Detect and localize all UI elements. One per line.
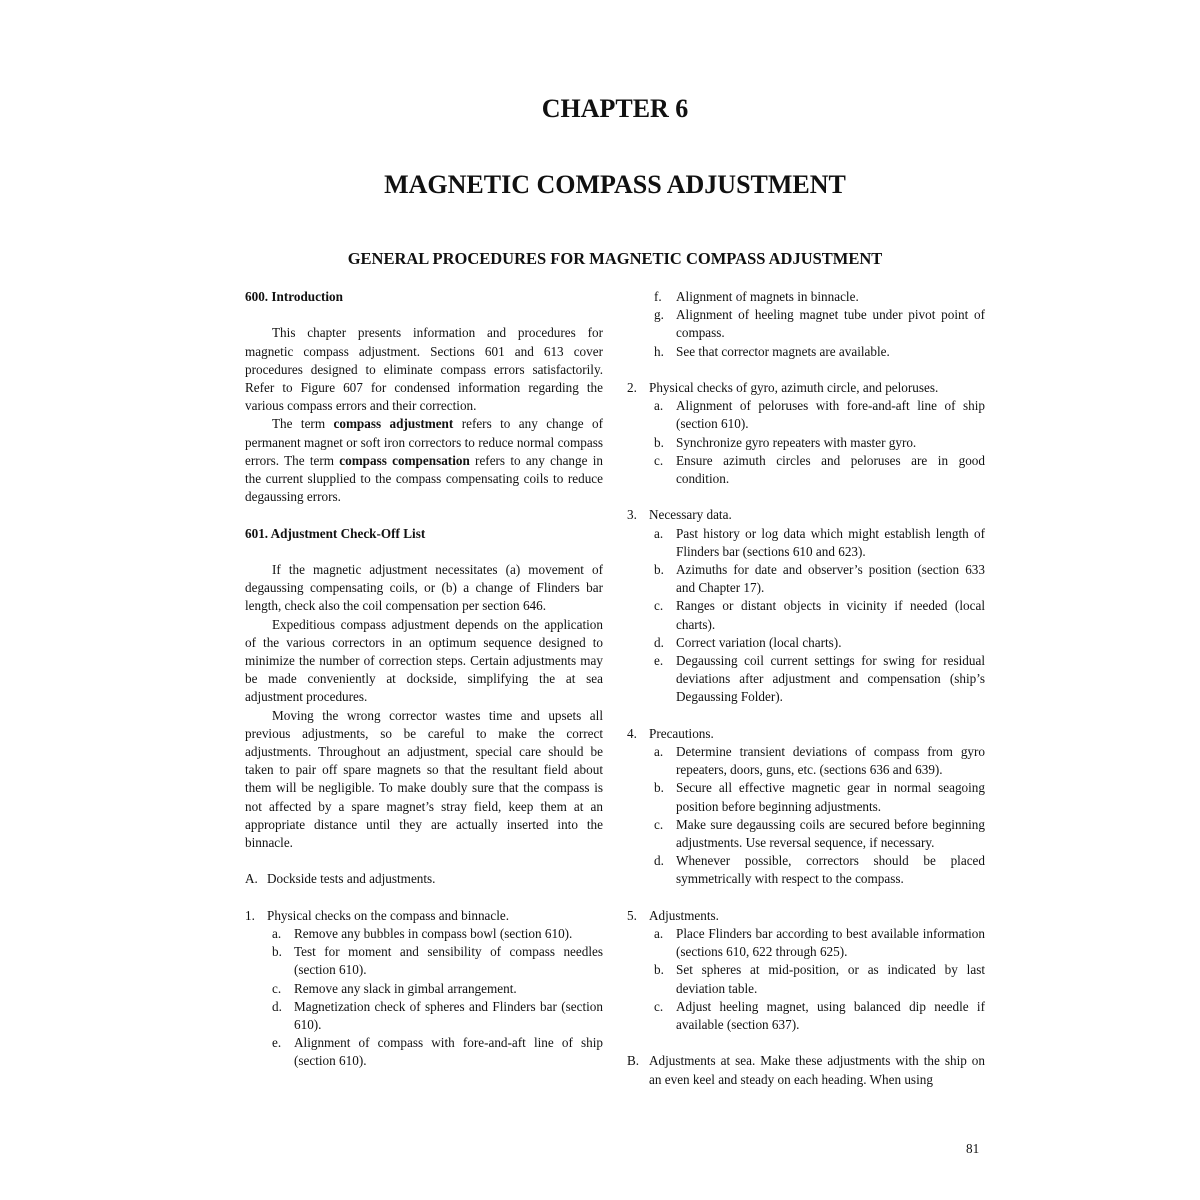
sub-list-text: Set spheres at mid-position, or as indicated by last deviation table.: [676, 962, 985, 996]
list-marker: 3.: [627, 507, 637, 523]
sub-list-text: Remove any slack in gimbal arrangement.: [294, 980, 517, 996]
sub-list-marker: b.: [654, 780, 664, 796]
list-marker: B.: [627, 1053, 640, 1069]
section-heading: GENERAL PROCEDURES FOR MAGNETIC COMPASS ADJUSTMENT: [347, 249, 883, 268]
sub-list-marker: a.: [654, 744, 664, 760]
text-run: refers to any change in the current slupplied to the compass compensating coils to reduce degaussing errors.: [245, 452, 603, 505]
text-run: refers to any change of permanent magnet or soft iron correctors to reduce normal compass errors. The term: [245, 416, 603, 468]
sub-list-item: [627, 288, 985, 306]
list-item-A: [245, 870, 603, 888]
sub-list-text: Alignment of peloruses with fore-and-aft line of ship (section 610).: [676, 398, 985, 432]
sub-list-item: [245, 1034, 603, 1070]
sub-list-text: Remove any bubbles in compass bowl (section 610).: [294, 926, 573, 942]
sub-list-text: Azimuths for date and observer’s position (section 633 and Chapter 17).: [676, 562, 985, 596]
sub-list-item: [627, 452, 985, 488]
sub-list-text: Ranges or distant objects in vicinity if needed (local charts).: [676, 598, 985, 632]
sub-list-item: [245, 980, 603, 998]
sub-list-marker: c.: [654, 998, 664, 1014]
term-compass-compensation: compass compensation: [339, 452, 470, 468]
list-item-4: [627, 725, 985, 743]
term-compass-adjustment: compass adjustment: [333, 416, 454, 432]
paragraph-601-b: Expeditious compass adjustment depends on the application of the various correctors in an optimum sequence designed to minimize the number of correction steps. Certain adjustments may be made conveniently at dockside, simplifying the at sea adjustment procedures.: [245, 616, 603, 705]
list-marker: 1.: [245, 907, 255, 923]
list-text: Physical checks on the compass and binnacle.: [267, 907, 510, 923]
sub-list-marker: e.: [272, 1035, 282, 1051]
list-text: Adjustments at sea. Make these adjustments with the ship on an even keel and steady on each heading. When using: [649, 1053, 985, 1087]
left-column: [245, 288, 603, 1071]
list-4-items: [627, 743, 985, 889]
sub-list-marker: a.: [654, 398, 664, 414]
sub-list-marker: a.: [654, 525, 664, 541]
sub-list-item: [627, 816, 985, 852]
sub-list-text: Alignment of magnets in binnacle.: [676, 289, 859, 304]
list-item-3: [627, 506, 985, 524]
sub-list-text: Degaussing coil current settings for swing for residual deviations after adjustment and compensation (ship’s Degaussing Folder).: [676, 653, 985, 705]
sub-list-marker: c.: [272, 980, 282, 996]
heading-601: 601. Adjustment Check-Off List: [245, 525, 426, 541]
sub-list-item: [627, 343, 985, 361]
sub-list-item: [627, 397, 985, 433]
list-3-items: [627, 525, 985, 707]
sub-list-text: Adjust heeling magnet, using balanced dip needle if available (section 637).: [676, 998, 985, 1033]
sub-list-text: Secure all effective magnetic gear in normal seagoing position before beginning adjustments.: [676, 780, 985, 814]
sub-list-text: Whenever possible, correctors should be placed symmetrically with respect to the compass.: [676, 853, 985, 887]
list-marker: 5.: [627, 907, 637, 923]
sub-list-marker: b.: [272, 944, 282, 960]
list-text: Precautions.: [649, 725, 714, 741]
sub-list-text: Synchronize gyro repeaters with master gyro.: [676, 434, 917, 450]
sub-list-item: [627, 634, 985, 652]
paragraph-600-a: This chapter presents information and procedures for magnetic compass adjustment. Sections 601 and 613 cover procedures designed to eliminate compass errors satisfactorily. Refer to Figure 607 for condensed information regarding the various compass errors and their correction.: [245, 325, 603, 414]
sub-list-item: [627, 743, 985, 779]
sub-list-marker: b.: [654, 962, 664, 978]
sub-list-text: Correct variation (local charts).: [676, 634, 842, 650]
sub-list-marker: e.: [654, 653, 664, 669]
sub-list-text: See that corrector magnets are available.: [676, 343, 890, 359]
list-item-B: [627, 1052, 985, 1088]
sub-list-marker: a.: [654, 926, 664, 942]
right-column: [627, 288, 985, 1089]
list-1-items: [245, 925, 603, 1071]
list-item-2: [627, 379, 985, 397]
sub-list-marker: c.: [654, 816, 664, 832]
sub-list-item: [627, 597, 985, 633]
sub-list-marker: b.: [654, 562, 664, 578]
sub-list-marker: h.: [654, 343, 664, 359]
list-item-5: [627, 907, 985, 925]
sub-list-text: Alignment of heeling magnet tube under pivot point of compass.: [676, 307, 985, 341]
list-text: Adjustments.: [649, 907, 719, 923]
chapter-title: MAGNETIC COMPASS ADJUSTMENT: [384, 170, 846, 199]
sub-list-text: Ensure azimuth circles and peloruses are in good condition.: [676, 452, 985, 487]
sub-list-item: [627, 561, 985, 597]
list-marker: A.: [245, 871, 258, 887]
sub-list-text: Test for moment and sensibility of compass needles (section 610).: [294, 944, 603, 978]
paragraph-600-b: [245, 415, 603, 506]
paragraph-601-a: If the magnetic adjustment necessitates (a) movement of degaussing compensating coils, or (b) a change of Flinders bar length, check also the coil compensation per section 646.: [245, 562, 603, 614]
sub-list-text: Make sure degaussing coils are secured before beginning adjustments. Use reversal sequence, if necessary.: [676, 816, 985, 851]
list-marker: 2.: [627, 380, 637, 395]
sub-list-item: [245, 925, 603, 943]
sub-list-item: [627, 306, 985, 342]
list-2-items: [627, 397, 985, 488]
sub-list-item: [627, 434, 985, 452]
sub-list-marker: a.: [272, 926, 282, 942]
sub-list-marker: g.: [654, 307, 664, 323]
sub-list-text: Past history or log data which might establish length of Flinders bar (sections 610 and 623).: [676, 525, 985, 559]
sub-list-text: Place Flinders bar according to best available information (sections 610, 622 through 625).: [676, 926, 985, 960]
sub-list-item: [627, 961, 985, 997]
list-5-items: [627, 925, 985, 1034]
sub-list-marker: c.: [654, 598, 664, 614]
heading-600: 600. Introduction: [245, 289, 343, 304]
sub-list-text: Alignment of compass with fore-and-aft line of ship (section 610).: [294, 1035, 603, 1069]
list-text: Physical checks of gyro, azimuth circle, and peloruses.: [649, 380, 939, 395]
list-marker: 4.: [627, 725, 637, 741]
list-text: Necessary data.: [649, 507, 732, 523]
sub-list-marker: f.: [654, 289, 662, 304]
sub-list-item: [245, 943, 603, 979]
sub-list-item: [627, 852, 985, 888]
sub-list-marker: d.: [654, 634, 664, 650]
sub-list-marker: d.: [272, 998, 282, 1014]
sub-list-item: [627, 525, 985, 561]
sub-list-marker: c.: [654, 452, 664, 468]
page-number: 81: [966, 1141, 980, 1156]
text-run: The term: [272, 416, 334, 432]
sub-list-item: [627, 779, 985, 815]
sub-list-item: [245, 998, 603, 1034]
list-1-items-continued: [627, 288, 985, 361]
paragraph-601-c: Moving the wrong corrector wastes time and upsets all previous adjustments, so be careful to make the correct adjustments. Throughout an adjustment, special care should be taken to pair off spare magnets so that the resultant field about them will be negligible. To make doubly sure that the compass is not affected by a spare magnet’s stray field, keep them at an appropriate distance until they are actually inserted into the binnacle.: [245, 707, 603, 851]
sub-list-marker: d.: [654, 853, 664, 869]
sub-list-marker: b.: [654, 434, 664, 450]
sub-list-text: Determine transient deviations of compass from gyro repeaters, doors, guns, etc. (sections 636 and 639).: [676, 744, 985, 778]
sub-list-text: Magnetization check of spheres and Flinders bar (section 610).: [294, 998, 603, 1033]
chapter-label: CHAPTER 6: [541, 94, 689, 123]
sub-list-item: [627, 925, 985, 961]
sub-list-item: [627, 998, 985, 1034]
list-item-1: [245, 907, 603, 925]
sub-list-item: [627, 652, 985, 707]
list-text: Dockside tests and adjustments.: [267, 871, 436, 887]
